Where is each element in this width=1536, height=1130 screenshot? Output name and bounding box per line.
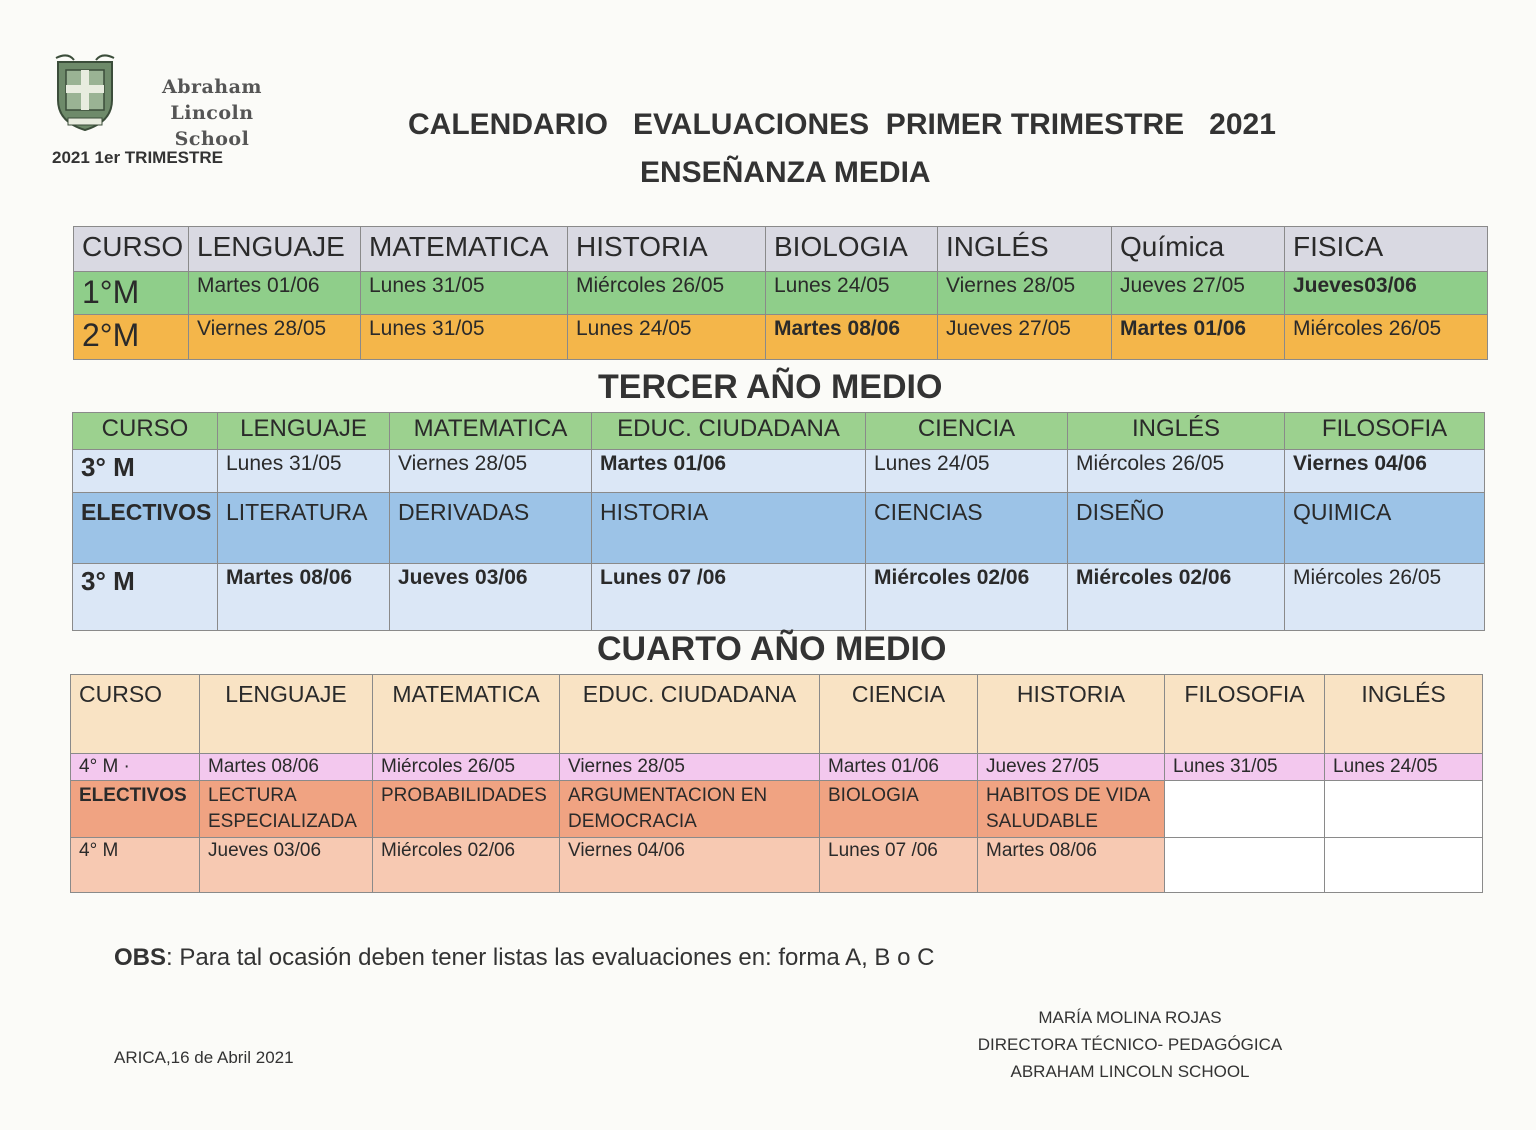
header-cell: CURSO <box>74 227 189 272</box>
date-cell: Lunes 31/05 <box>1165 754 1325 781</box>
date-cell: Viernes 28/05 <box>938 272 1112 315</box>
header-cell: MATEMATICA <box>361 227 568 272</box>
date-cell: Lunes 07 /06 <box>592 564 866 631</box>
electivos-label: ELECTIVOS <box>71 781 200 838</box>
date-cell: Lunes 24/05 <box>766 272 938 315</box>
page-subtitle: ENSEÑANZA MEDIA <box>640 156 931 189</box>
table-tercero <box>72 412 1485 631</box>
school-name <box>122 74 302 152</box>
table-row <box>71 838 1483 893</box>
header-cell: INGLÉS <box>1325 675 1483 754</box>
header-cell: FILOSOFIA <box>1285 413 1485 450</box>
document-date: ARICA,16 de Abril 2021 <box>114 1048 294 1067</box>
date-cell: Jueves 27/05 <box>978 754 1165 781</box>
header-cell: CURSO <box>71 675 200 754</box>
date-cell: Lunes 24/05 <box>568 315 766 360</box>
course-cell: 2°M <box>74 315 189 360</box>
empty-cell <box>1325 838 1483 893</box>
date-cell: Miércoles 26/05 <box>568 272 766 315</box>
header-cell: MATEMATICA <box>390 413 592 450</box>
signature-role: DIRECTORA TÉCNICO- PEDAGÓGICA <box>977 1035 1283 1054</box>
date-cell: Miércoles 26/05 <box>373 754 560 781</box>
date-cell: Viernes 28/05 <box>390 450 592 493</box>
signature-block <box>960 1004 1300 1085</box>
date-cell: Miércoles 02/06 <box>373 838 560 893</box>
electivo-cell: LECTURA ESPECIALIZADA <box>200 781 373 838</box>
date-cell: Martes 01/06 <box>592 450 866 493</box>
date-cell: Miércoles 02/06 <box>1068 564 1285 631</box>
date-cell: Jueves 27/05 <box>938 315 1112 360</box>
course-cell: 1°M <box>74 272 189 315</box>
header-cell: HISTORIA <box>568 227 766 272</box>
electivo-cell: QUIMICA <box>1285 493 1485 564</box>
trimestre-label: 2021 1er TRIMESTRE <box>52 148 224 167</box>
table-row <box>73 450 1485 493</box>
table-header-row <box>71 675 1483 754</box>
date-cell: Martes 01/06 <box>189 272 361 315</box>
header-cell: Química <box>1112 227 1285 272</box>
date-cell: Jueves03/06 <box>1285 272 1488 315</box>
header-cell: LENGUAJE <box>200 675 373 754</box>
date-cell: Viernes 28/05 <box>560 754 820 781</box>
header-cell: LENGUAJE <box>189 227 361 272</box>
signature-school: ABRAHAM LINCOLN SCHOOL <box>1010 1062 1250 1081</box>
school-name-line1: Abraham Lincoln <box>161 76 263 124</box>
header-cell: EDUC. CIUDADANA <box>592 413 866 450</box>
obs-label: OBS <box>114 944 167 971</box>
date-cell: Martes 08/06 <box>218 564 390 631</box>
date-cell: Miércoles 26/05 <box>1285 315 1488 360</box>
header-cell: EDUC. CIUDADANA <box>560 675 820 754</box>
date-cell: Lunes 31/05 <box>361 272 568 315</box>
date-cell: Viernes 04/06 <box>560 838 820 893</box>
empty-cell <box>1165 838 1325 893</box>
electivo-cell: DERIVADAS <box>390 493 592 564</box>
header-cell: CURSO <box>73 413 218 450</box>
header-cell: INGLÉS <box>938 227 1112 272</box>
course-cell: 4° M <box>71 838 200 893</box>
obs-text: : Para tal ocasión deben tener listas las evaluaciones en: forma A, B o C <box>166 944 935 971</box>
header-cell: FILOSOFIA <box>1165 675 1325 754</box>
empty-cell <box>1165 781 1325 838</box>
date-cell: Lunes 24/05 <box>1325 754 1483 781</box>
electivo-cell: HABITOS DE VIDA SALUDABLE <box>978 781 1165 838</box>
date-cell: Miércoles 26/05 <box>1285 564 1485 631</box>
course-cell: 4° M · <box>71 754 200 781</box>
signature-name: MARÍA MOLINA ROJAS <box>1038 1008 1222 1027</box>
electivo-cell: HISTORIA <box>592 493 866 564</box>
electivos-row <box>71 781 1483 838</box>
date-cell: Lunes 24/05 <box>866 450 1068 493</box>
date-cell: Miércoles 26/05 <box>1068 450 1285 493</box>
date-cell: Lunes 31/05 <box>218 450 390 493</box>
date-cell: Jueves 03/06 <box>390 564 592 631</box>
header-cell: CIENCIA <box>820 675 978 754</box>
electivo-cell: CIENCIAS <box>866 493 1068 564</box>
header-cell: CIENCIA <box>866 413 1068 450</box>
electivo-cell: PROBABILIDADES <box>373 781 560 838</box>
page-title: CALENDARIO EVALUACIONES PRIMER TRIMESTRE 2021 <box>408 108 1276 141</box>
section-title-tercero: TERCER AÑO MEDIO <box>598 368 943 406</box>
header-cell: MATEMATICA <box>373 675 560 754</box>
section-title-cuarto: CUARTO AÑO MEDIO <box>597 630 947 668</box>
table-row <box>73 564 1485 631</box>
table-header-row <box>73 413 1485 450</box>
date-cell: Jueves 27/05 <box>1112 272 1285 315</box>
school-logo <box>52 52 118 134</box>
table-row <box>74 272 1488 315</box>
date-cell: Martes 08/06 <box>766 315 938 360</box>
date-cell: Martes 01/06 <box>820 754 978 781</box>
electivo-cell: ARGUMENTACION EN DEMOCRACIA <box>560 781 820 838</box>
table-header-row <box>74 227 1488 272</box>
course-cell: 3° M <box>73 450 218 493</box>
date-cell: Miércoles 02/06 <box>866 564 1068 631</box>
table-row <box>71 754 1483 781</box>
table-primero-segundo <box>73 226 1488 360</box>
header-cell: LENGUAJE <box>218 413 390 450</box>
table-cuarto <box>70 674 1483 893</box>
date-cell: Martes 08/06 <box>978 838 1165 893</box>
electivo-cell: BIOLOGIA <box>820 781 978 838</box>
course-cell: 3° M <box>73 564 218 631</box>
empty-cell <box>1325 781 1483 838</box>
obs-note <box>114 944 934 972</box>
date-cell: Jueves 03/06 <box>200 838 373 893</box>
header-cell: FISICA <box>1285 227 1488 272</box>
table-row <box>74 315 1488 360</box>
header-cell: BIOLOGIA <box>766 227 938 272</box>
electivos-label: ELECTIVOS <box>73 493 218 564</box>
date-cell: Viernes 04/06 <box>1285 450 1485 493</box>
date-cell: Martes 01/06 <box>1112 315 1285 360</box>
school-name-line2: School <box>174 128 250 150</box>
date-cell: Viernes 28/05 <box>189 315 361 360</box>
date-cell: Lunes 07 /06 <box>820 838 978 893</box>
electivo-cell: LITERATURA <box>218 493 390 564</box>
header-cell: INGLÉS <box>1068 413 1285 450</box>
date-cell: Lunes 31/05 <box>361 315 568 360</box>
electivos-row <box>73 493 1485 564</box>
header-cell: HISTORIA <box>978 675 1165 754</box>
date-cell: Martes 08/06 <box>200 754 373 781</box>
electivo-cell: DISEÑO <box>1068 493 1285 564</box>
